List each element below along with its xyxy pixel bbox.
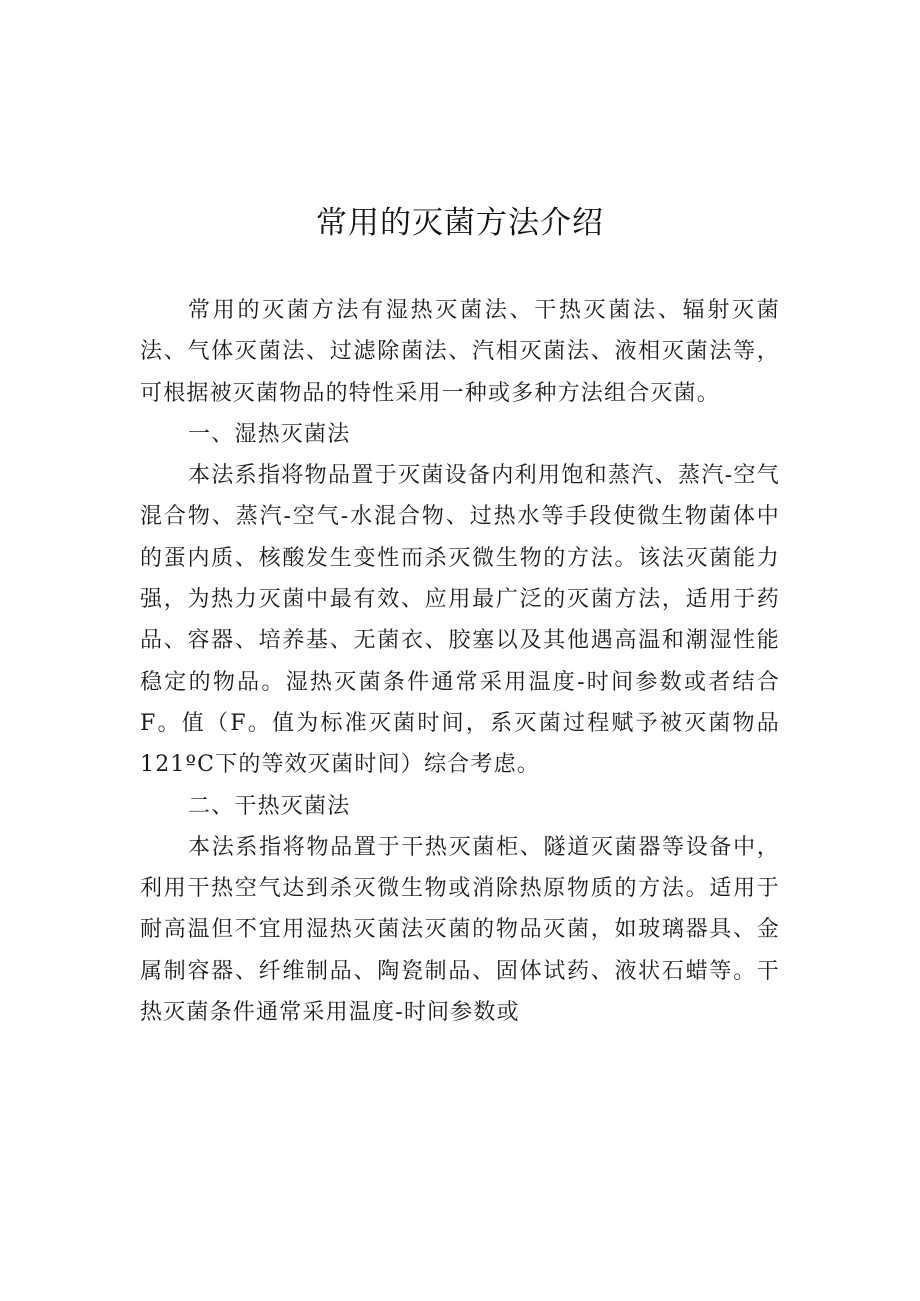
document-title: 常用的灭菌方法介绍: [316, 205, 604, 241]
moist-heat-paragraph: 本法系指将物品置于灭菌设备内利用饱和蒸汽、蒸汽-空气混合物、蒸汽-空气-水混合物、过热水等手段使微生物菌体中的蛋内质、核酸发生变性而杀灭微生物的方法。该法灭菌能力强，为热力灭菌中最有效、应用最广泛的灭菌方法，适用于药品、容器、培养基、无菌衣、胶塞以及其他遇高温和潮湿性能稳定的物品。湿热灭菌条件通常采用温度-时间参数或者结合F。值（F。值为标准灭菌时间，系灭菌过程赋予被灭菌物品121ºC下的等效灭菌时间）综合考虑。: [140, 463, 780, 778]
document-body: [140, 290, 780, 1033]
section-heading-dry-heat: 二、干热灭菌法: [188, 793, 351, 819]
dry-heat-paragraph: 本法系指将物品置于干热灭菌柜、隧道灭菌器等设备中，利用干热空气达到杀灭微生物或消除热原物质的方法。适用于耐高温但不宜用湿热灭菌法灭菌的物品灭菌，如玻璃器具、金属制容器、纤维制品、陶瓷制品、固体试药、液状石蜡等。干热灭菌条件通常采用温度-时间参数或: [140, 834, 780, 1026]
section-heading-moist-heat: 一、湿热灭菌法: [188, 421, 351, 447]
intro-paragraph: 常用的灭菌方法有湿热灭菌法、干热灭菌法、辐射灭菌法、气体灭菌法、过滤除菌法、汽相灭菌法、液相灭菌法等，可根据被灭菌物品的特性采用一种或多种方法组合灭菌。: [140, 298, 780, 406]
